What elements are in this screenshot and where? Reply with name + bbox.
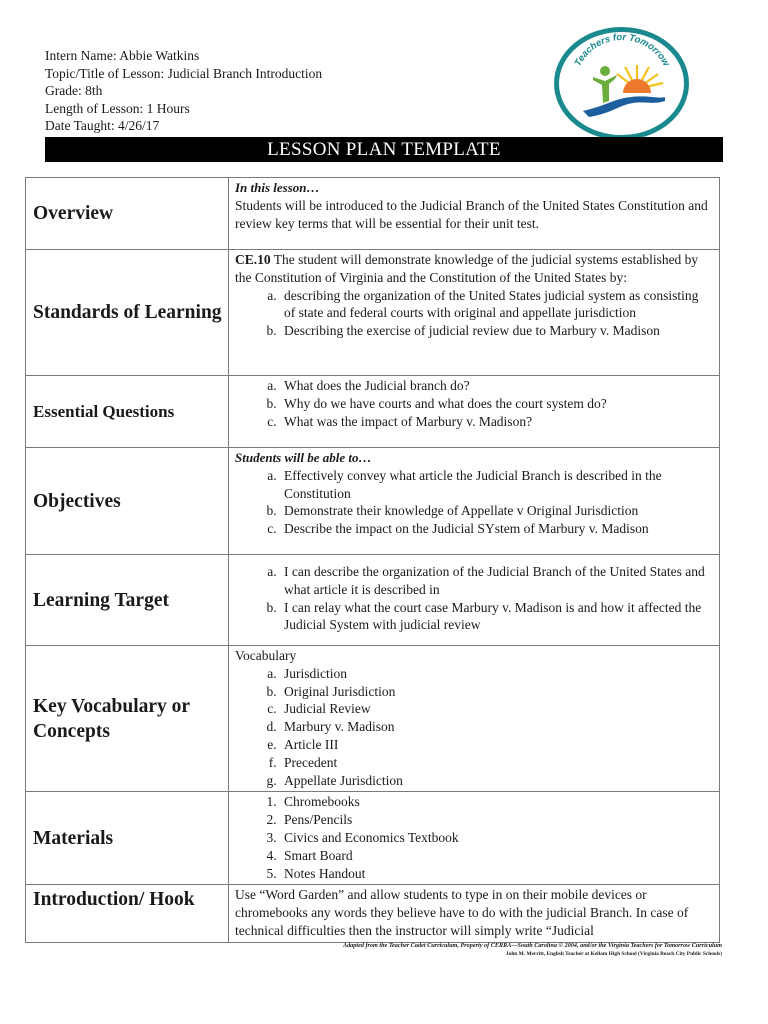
- row-introduction-hook: [26, 885, 720, 942]
- list-item: g. Appellate Jurisdiction: [280, 772, 713, 790]
- list-item: b. Describing the exercise of judicial review due to Marbury v. Madison: [280, 322, 713, 340]
- materials-content: [229, 792, 720, 885]
- logo-arc-text: Teachers for Tomorrow: [572, 31, 672, 69]
- list-item: 1. Chromebooks: [280, 793, 713, 811]
- introduction-hook-content: [229, 885, 720, 942]
- list-item: c. Describe the impact on the Judicial SYstem of Marbury v. Madison: [280, 520, 713, 538]
- list-item: f. Precedent: [280, 754, 713, 772]
- objectives-intro: Students will be able to…: [235, 450, 372, 465]
- standards-description: The student will demonstrate knowledge of the judicial systems established by the Constitution of Virginia and the Constitution of the United States by:: [235, 252, 699, 285]
- essential-questions-label: Essential Questions: [26, 376, 229, 448]
- list-item: a. Jurisdiction: [280, 665, 713, 683]
- list-item: d. Marbury v. Madison: [280, 718, 713, 736]
- row-key-vocabulary: [26, 646, 720, 792]
- overview-label: Overview: [26, 178, 229, 250]
- list-item: c. What was the impact of Marbury v. Madison?: [280, 413, 713, 431]
- list-item: b. Demonstrate their knowledge of Appellate v Original Jurisdiction: [280, 502, 713, 520]
- date-taught: Date Taught: 4/26/17: [45, 118, 160, 133]
- lesson-length: Length of Lesson: 1 Hours: [45, 100, 190, 116]
- overview-intro: In this lesson…: [235, 180, 320, 195]
- row-objectives: [26, 448, 720, 555]
- learning-target-content: [229, 555, 720, 646]
- list-item: b. I can relay what the court case Marbury v. Madison is and how it affected the Judicial System with judicial review: [280, 599, 713, 635]
- overview-content: [229, 178, 720, 250]
- list-item: a. describing the organization of the United States judicial system as consisting of state and federal courts with original and appellate jurisdiction: [280, 287, 713, 323]
- standards-text: [235, 251, 713, 287]
- row-materials: [26, 792, 720, 885]
- essential-questions-content: [229, 376, 720, 448]
- standards-content: [229, 250, 720, 376]
- learning-target-label: Learning Target: [26, 555, 229, 646]
- objectives-content: [229, 448, 720, 555]
- logo-bottom-text: Virginia: [606, 122, 637, 131]
- materials-label: Materials: [26, 792, 229, 885]
- page-title: LESSON PLAN TEMPLATE: [45, 137, 723, 162]
- key-vocabulary-content: [229, 646, 720, 792]
- teachers-for-tomorrow-logo: [553, 27, 690, 140]
- introduction-hook-label: Introduction/ Hook: [26, 885, 229, 942]
- vocabulary-list: [235, 665, 713, 790]
- vocabulary-intro: Vocabulary: [235, 648, 297, 663]
- row-essential-questions: [26, 376, 720, 448]
- list-item: 2. Pens/Pencils: [280, 811, 713, 829]
- intern-name: Intern Name: Abbie Watkins: [45, 48, 200, 63]
- standards-list: [235, 287, 713, 340]
- key-vocabulary-label: Key Vocabulary or Concepts: [26, 646, 229, 792]
- lesson-topic: Topic/Title of Lesson: Judicial Branch Introduction: [45, 65, 323, 81]
- list-item: 4. Smart Board: [280, 847, 713, 865]
- hook-text: Use “Word Garden” and allow students to type in on their mobile devices or chromebooks any words they believe have to do with the judicial Branch. In case of technical difficulties then the instructor will simply write “Judicial: [235, 887, 689, 938]
- essential-questions-list: [235, 377, 713, 430]
- row-learning-target: [26, 555, 720, 646]
- list-item: a. Effectively convey what article the Judicial Branch is described in the Constitution: [280, 467, 713, 503]
- list-item: a. What does the Judicial branch do?: [280, 377, 713, 395]
- grade: Grade: 8th: [45, 83, 103, 98]
- standards-code: CE.10: [235, 252, 271, 267]
- footer-author: John M. Merritt, English Teacher at Kellam High School (Virginia Beach City Public Schools): [505, 951, 722, 957]
- list-item: 5. Notes Handout: [280, 865, 713, 883]
- footer-attribution: Adapted from the Teacher Cadet Curriculum, Property of CERRA—South Carolina © 2004, and/or the Virginia Teachers for Tomorrow Curriculum: [342, 942, 722, 949]
- lesson-plan-table: [25, 177, 720, 943]
- lesson-info: [45, 47, 322, 135]
- row-overview: [26, 178, 720, 250]
- list-item: e. Article III: [280, 736, 713, 754]
- objectives-label: Objectives: [26, 448, 229, 555]
- objectives-list: [235, 467, 713, 538]
- learning-target-list: [235, 563, 713, 634]
- overview-text: Students will be introduced to the Judicial Branch of the United States Constitution and review key terms that will be essential for their unit test.: [235, 197, 708, 231]
- row-standards: [26, 250, 720, 376]
- list-item: 3. Civics and Economics Textbook: [280, 829, 713, 847]
- materials-list: [235, 793, 713, 882]
- list-item: b. Original Jurisdiction: [280, 683, 713, 701]
- list-item: a. I can describe the organization of the Judicial Branch of the United States and what article it is described in: [280, 563, 713, 599]
- list-item: c. Judicial Review: [280, 700, 713, 718]
- standards-label: Standards of Learning: [26, 250, 229, 376]
- list-item: b. Why do we have courts and what does the court system do?: [280, 395, 713, 413]
